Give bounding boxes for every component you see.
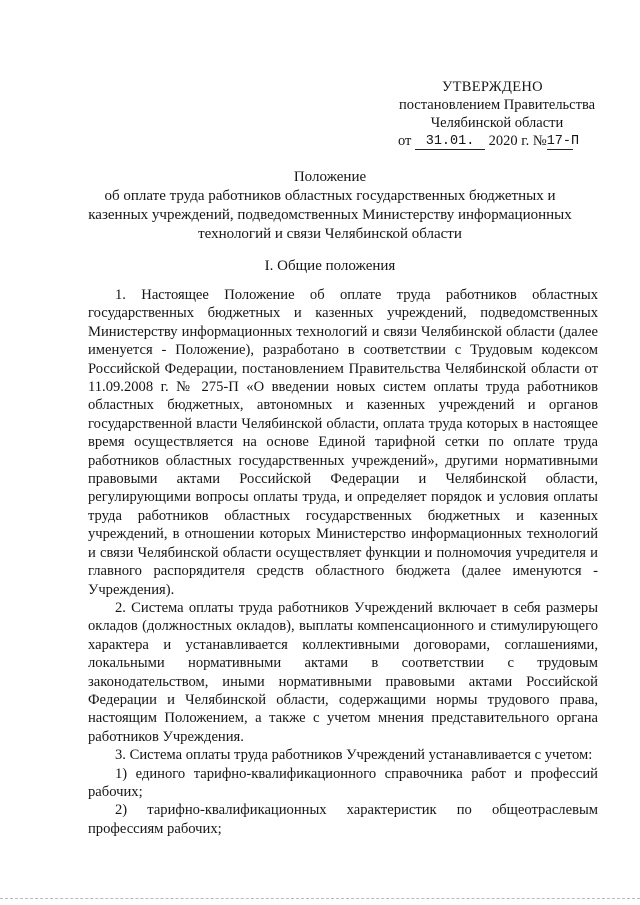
document-number-handwritten: 17-П: [546, 134, 580, 149]
approval-line-2: Челябинской области: [430, 115, 564, 131]
date-day-handwritten: 31.01.: [415, 135, 485, 150]
document-title: [60, 168, 600, 244]
list-item-1: 1) единого тарифно-квалификационного справочника работ и профессий рабочих;: [88, 765, 598, 800]
approval-stamp: [388, 78, 606, 150]
list-item-2: 2) тарифно-квалификационных характеристик по общеотраслевым профессиям рабочих;: [88, 802, 598, 837]
date-year: 2020 г. №: [488, 133, 547, 149]
paragraph-3: 3. Система оплаты труда работников Учреждений устанавливается с учетом:: [115, 747, 593, 764]
date-prefix: от: [398, 133, 412, 149]
scan-edge-divider: [0, 898, 640, 899]
title-line-4: технологий и связи Челябинской области: [198, 226, 462, 242]
approval-date-line: [388, 132, 606, 150]
paragraph-2: 2. Система оплаты труда работников Учреждений включает в себя размеры окладов (должностных окладов), выплаты компенсационного и стимулирующего характера и устанавливается коллективными договорами, соглашениями, локальными нормативными актами в соответствии с трудовым законодательством, иными нормативными правовыми актами Российской Федерации и Челябинской области, содержащими нормы трудового права, настоящим Положением, а также с учетом мнения представительного органа работников Учреждения.: [88, 599, 598, 745]
title-line-3: казенных учреждений, подведомственных Министерству информационных: [88, 207, 572, 223]
section-heading: I. Общие положения: [264, 258, 396, 274]
approval-line-1: постановлением Правительства: [398, 97, 596, 113]
paragraph-1: 1. Настоящее Положение об оплате труда работников областных государственных бюджетных и казенных учреждений, подведомственных Министерству информационных технологий и связи Челябинской области (далее именуется - Положение), разработано в соответствии с Трудовым кодексом Российской Федерации, постановлением Правительства Челябинской области от 11.09.2008 г. № 275-П «О введении новых систем оплаты труда работников областных бюджетных, автономных и казенных учреждений и органов государственной власти Челябинской области, оплата труда которых в настоящее время осуществляется на основе Единой тарифной сетки по оплате труда работников областных государственных учреждений», другими нормативными правовыми актами Российской Федерации и Челябинской области, регулирующими вопросы оплаты труда, и определяет порядок и условия оплаты труда работников областных государственных бюджетных и казенных учреждений, в отношении которых Министерство информационных технологий и связи Челябинской области осуществляет функции и полномочия учредителя и главного распорядителя средств областного бюджета (далее именуются - Учреждения).: [88, 287, 598, 598]
document-body: [88, 286, 598, 838]
approved-heading: УТВЕРЖДЕНО: [442, 79, 543, 95]
title-line-1: Положение: [293, 169, 367, 185]
title-line-2: об оплате труда работников областных государственных бюджетных и: [104, 188, 556, 204]
